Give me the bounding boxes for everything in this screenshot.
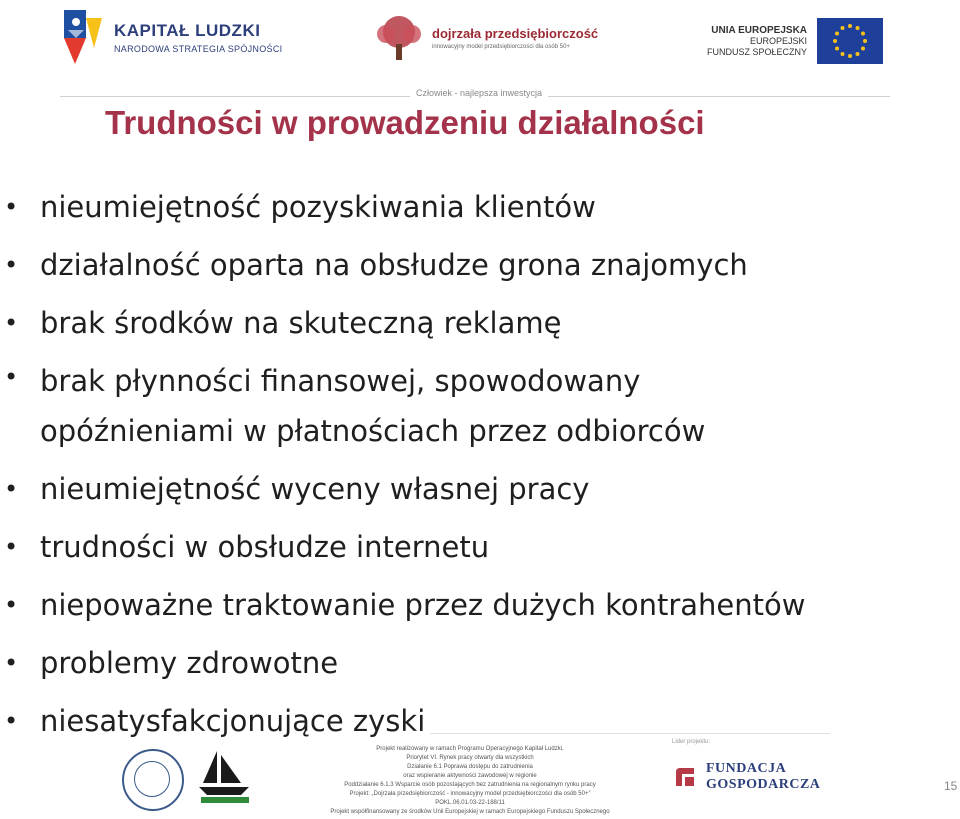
footer-divider (430, 733, 830, 734)
project-line: oraz wspieranie aktywności zawodowej w regionie (403, 773, 537, 779)
project-line: Poddziałanie 6.1.3 Wsparcie osób pozostających bez zatrudnienia na regionalnym rynku pracy (344, 782, 596, 788)
page-number: 15 (944, 779, 958, 793)
eu-line3: FUNDUSZ SPOŁECZNY (707, 46, 808, 57)
bullet-list (0, 178, 940, 750)
bullet-item: • problemy zdrowotne (0, 634, 940, 692)
tree-icon (372, 14, 426, 62)
project-line: Projekt: „Dojrzała przedsiębiorczość - innowacyjny model przedsiębiorczości dla osób 50+” (349, 791, 591, 797)
university-seal-icon (122, 749, 184, 811)
project-line: Działanie 6.1 Poprawa dostępu do zatrudnienia (407, 764, 533, 770)
project-line: Projekt realizowany w ramach Programu Operacyjnego Kapitał Ludzki, (376, 746, 564, 752)
eu-logo (707, 18, 883, 64)
bullet-item: • nieumiejętność pozyskiwania klientów (0, 178, 940, 236)
kapital-ludzki-logo (60, 8, 282, 66)
slide-footer (0, 735, 960, 819)
bullet-item: • brak płynności finansowej, spowodowany opóźnieniami w płatnościach przez odbiorców (0, 352, 760, 460)
kapital-ludzki-subtitle: NARODOWA STRATEGIA SPÓJNOŚCI (114, 43, 283, 54)
bullet-item: • niepoważne traktowanie przez dużych kontrahentów (0, 576, 940, 634)
slide-title: Trudności w prowadzeniu działalności (105, 104, 705, 141)
project-line: POKL.06.01.03-22-188/11 (435, 800, 505, 806)
fundacja-mark-icon (672, 764, 698, 790)
dojrzala-subtitle: innowacyjny model przedsiębiorczości dla osób 50+ (432, 43, 570, 50)
eu-line2: EUROPEJSKI (750, 35, 808, 46)
kapital-ludzki-icon (60, 8, 104, 66)
slide-content (0, 178, 940, 750)
header-tagline: Człowiek - najlepsza inwestycja (410, 88, 548, 98)
dojrzala-name: dojrzała przedsiębiorczość (432, 25, 599, 41)
project-info (305, 745, 635, 817)
bullet-item: • brak środków na skuteczną reklamę (0, 294, 940, 352)
dojrzala-przedsiebiorczosc-logo (372, 14, 598, 62)
ship-logo-icon (195, 747, 255, 807)
project-line: Projekt współfinansowany ze środków Unii Europejskiej w ramach Europejskiego Funduszu Społecznego (330, 809, 610, 815)
fundacja-line1: FUNDACJA (706, 761, 787, 776)
eu-name: UNIA EUROPEJSKA (711, 24, 808, 36)
bullet-item: • trudności w obsłudze internetu (0, 518, 940, 576)
eu-flag-icon (817, 18, 883, 64)
kapital-ludzki-name: KAPITAŁ LUDZKI (114, 20, 261, 40)
fundacja-gospodarcza-logo (672, 761, 820, 793)
bullet-item: • niesatysfakcjonujące zyski (0, 692, 940, 750)
bullet-item: • działalność oparta na obsłudze grona znajomych (0, 236, 940, 294)
project-line: Priorytet VI. Rynek pracy otwarty dla wszystkich (406, 755, 534, 761)
slide-header (0, 0, 960, 100)
bullet-item: • nieumiejętność wyceny własnej pracy (0, 460, 940, 518)
fundacja-line2: GOSPODARCZA (706, 777, 821, 792)
partner-label: Lider projektu: (672, 739, 711, 745)
